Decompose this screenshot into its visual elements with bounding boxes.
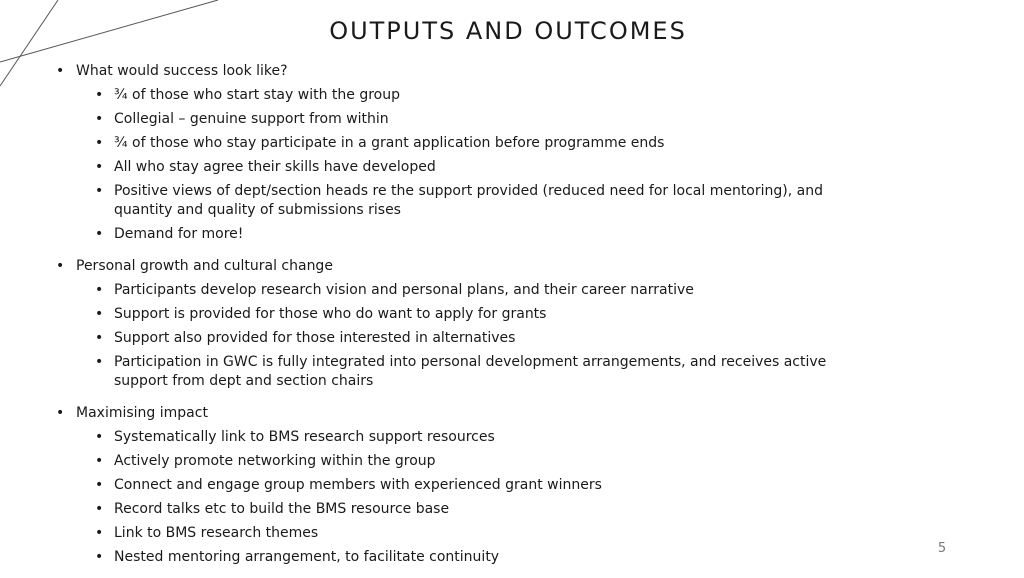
bullet-icon: • — [95, 135, 104, 151]
bullet-icon: • — [95, 87, 104, 103]
list-item-text: Connect and engage group members with experienced grant winners — [114, 477, 602, 493]
list-item — [56, 522, 856, 546]
bullet-icon: • — [95, 549, 104, 565]
section-success — [56, 60, 856, 247]
list-item-text: Participation in GWC is fully integrated into personal development arrangements, and receives active support from dept and section chairs — [114, 354, 827, 389]
list-item — [56, 426, 856, 450]
bullet-icon: • — [95, 306, 104, 322]
bullet-icon: • — [56, 405, 65, 421]
list-item-text: Record talks etc to build the BMS resource base — [114, 501, 450, 517]
bullet-icon: • — [95, 501, 104, 517]
bullet-heading-text: Maximising impact — [76, 405, 208, 421]
section-impact — [56, 402, 856, 570]
list-item — [56, 132, 856, 156]
list-item-text: Collegial – genuine support from within — [114, 111, 389, 127]
bullet-icon: • — [95, 354, 104, 370]
list-item — [56, 450, 856, 474]
bullet-icon: • — [95, 477, 104, 493]
list-item — [56, 498, 856, 522]
bullet-heading — [56, 402, 856, 426]
bullet-icon: • — [95, 453, 104, 469]
page-title: OUTPUTS AND OUTCOMES — [329, 17, 687, 45]
list-item-text: Participants develop research vision and personal plans, and their career narrative — [114, 282, 694, 298]
list-item-text: All who stay agree their skills have developed — [114, 159, 436, 175]
bullet-icon: • — [56, 63, 65, 79]
bullet-icon: • — [95, 111, 104, 127]
list-item-text: Link to BMS research themes — [114, 525, 319, 541]
bullet-icon: • — [95, 429, 104, 445]
list-item-text: Support is provided for those who do want to apply for grants — [114, 306, 547, 322]
bullet-list — [56, 60, 856, 578]
list-item — [56, 156, 856, 180]
bullet-icon: • — [95, 159, 104, 175]
list-item-text: ¾ of those who stay participate in a grant application before programme ends — [114, 135, 665, 151]
bullet-icon: • — [95, 282, 104, 298]
list-item — [56, 351, 856, 394]
list-item-text: ¾ of those who start stay with the group — [114, 87, 400, 103]
list-item-text: Positive views of dept/section heads re the support provided (reduced need for local mentoring), and quantity and quality of submissions rises — [114, 183, 823, 218]
bullet-heading — [56, 255, 856, 279]
list-item — [56, 546, 856, 570]
list-item-text: Actively promote networking within the group — [114, 453, 436, 469]
bullet-icon: • — [95, 330, 104, 346]
bullet-icon: • — [95, 525, 104, 541]
section-growth — [56, 255, 856, 394]
list-item — [56, 84, 856, 108]
bullet-heading — [56, 60, 856, 84]
bullet-icon: • — [95, 183, 104, 199]
bullet-icon: • — [56, 258, 65, 274]
list-item — [56, 180, 856, 223]
bullet-heading-text: What would success look like? — [76, 63, 288, 79]
list-item — [56, 108, 856, 132]
page-number: 5 — [937, 541, 947, 556]
list-item — [56, 279, 856, 303]
bullet-icon: • — [95, 226, 104, 242]
list-item — [56, 327, 856, 351]
list-item-text: Nested mentoring arrangement, to facilitate continuity — [114, 549, 500, 565]
list-item-text: Systematically link to BMS research support resources — [114, 429, 495, 445]
bullet-heading-text: Personal growth and cultural change — [76, 258, 333, 274]
list-item — [56, 303, 856, 327]
list-item — [56, 223, 856, 247]
list-item — [56, 474, 856, 498]
list-item-text: Support also provided for those interested in alternatives — [114, 330, 516, 346]
list-item-text: Demand for more! — [114, 226, 244, 242]
